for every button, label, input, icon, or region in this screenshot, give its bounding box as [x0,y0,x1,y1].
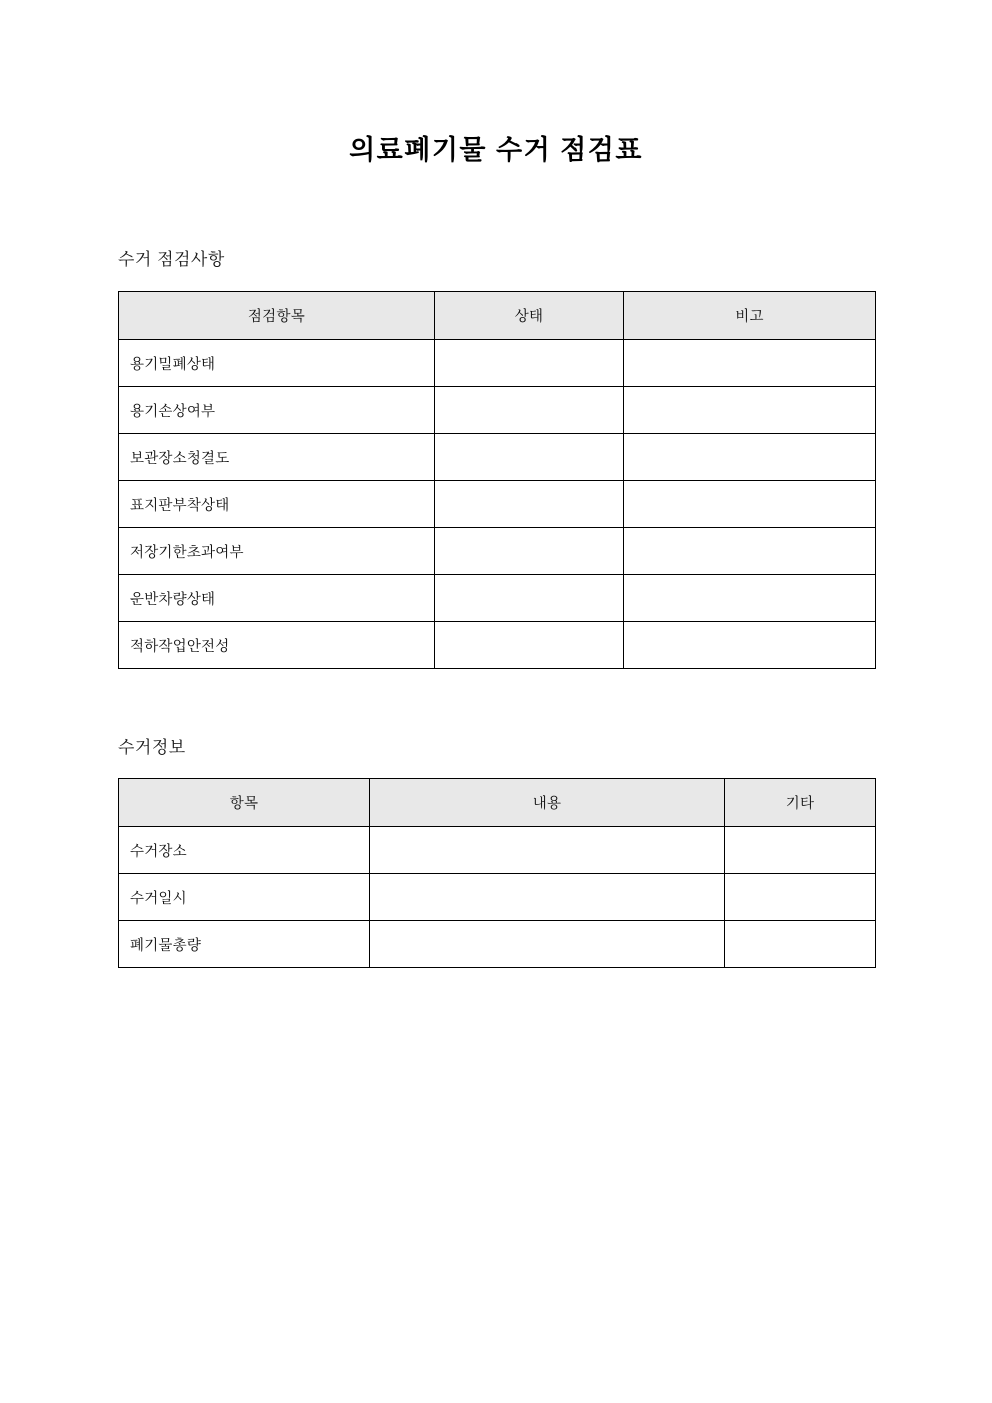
table-row [119,874,876,921]
inspection-table [118,291,876,669]
column-header-item: 항목 [119,779,370,827]
collection-item-label: 수거장소 [119,827,370,874]
inspection-remark-field[interactable] [624,481,876,528]
table-row [119,921,876,968]
collection-content-field[interactable] [370,827,725,874]
table-row [119,481,876,528]
column-header-content: 내용 [370,779,725,827]
inspection-remark-field[interactable] [624,434,876,481]
inspection-item-label: 운반차량상태 [119,575,435,622]
inspection-item-label: 적하작업안전성 [119,622,435,669]
table-header-row [119,779,876,827]
collection-etc-field[interactable] [725,827,876,874]
inspection-remark-field[interactable] [624,528,876,575]
collection-content-field[interactable] [370,921,725,968]
table-header-row [119,292,876,340]
collection-etc-field[interactable] [725,921,876,968]
inspection-status-field[interactable] [435,340,624,387]
inspection-status-field[interactable] [435,528,624,575]
inspection-status-field[interactable] [435,434,624,481]
table-row [119,387,876,434]
inspection-status-field[interactable] [435,622,624,669]
inspection-item-label: 저장기한초과여부 [119,528,435,575]
inspection-remark-field[interactable] [624,575,876,622]
collection-item-label: 수거일시 [119,874,370,921]
table-row [119,434,876,481]
table-row [119,528,876,575]
inspection-item-label: 표지판부착상태 [119,481,435,528]
collection-etc-field[interactable] [725,874,876,921]
inspection-item-label: 용기손상여부 [119,387,435,434]
collection-content-field[interactable] [370,874,725,921]
column-header-etc: 기타 [725,779,876,827]
inspection-remark-field[interactable] [624,622,876,669]
collection-info-table [118,778,876,968]
section-heading-inspection: 수거 점검사항 [118,250,225,269]
inspection-status-field[interactable] [435,387,624,434]
inspection-status-field[interactable] [435,575,624,622]
collection-item-label: 폐기물총량 [119,921,370,968]
inspection-remark-field[interactable] [624,340,876,387]
inspection-item-label: 보관장소청결도 [119,434,435,481]
inspection-remark-field[interactable] [624,387,876,434]
table-row [119,622,876,669]
section-heading-collection-info: 수거정보 [118,738,186,757]
table-row [119,827,876,874]
table-row [119,575,876,622]
inspection-item-label: 용기밀폐상태 [119,340,435,387]
column-header-status: 상태 [435,292,624,340]
column-header-remark: 비고 [624,292,876,340]
table-row [119,340,876,387]
column-header-item: 점검항목 [119,292,435,340]
page-title: 의료폐기물 수거 점검표 [349,135,643,165]
inspection-status-field[interactable] [435,481,624,528]
